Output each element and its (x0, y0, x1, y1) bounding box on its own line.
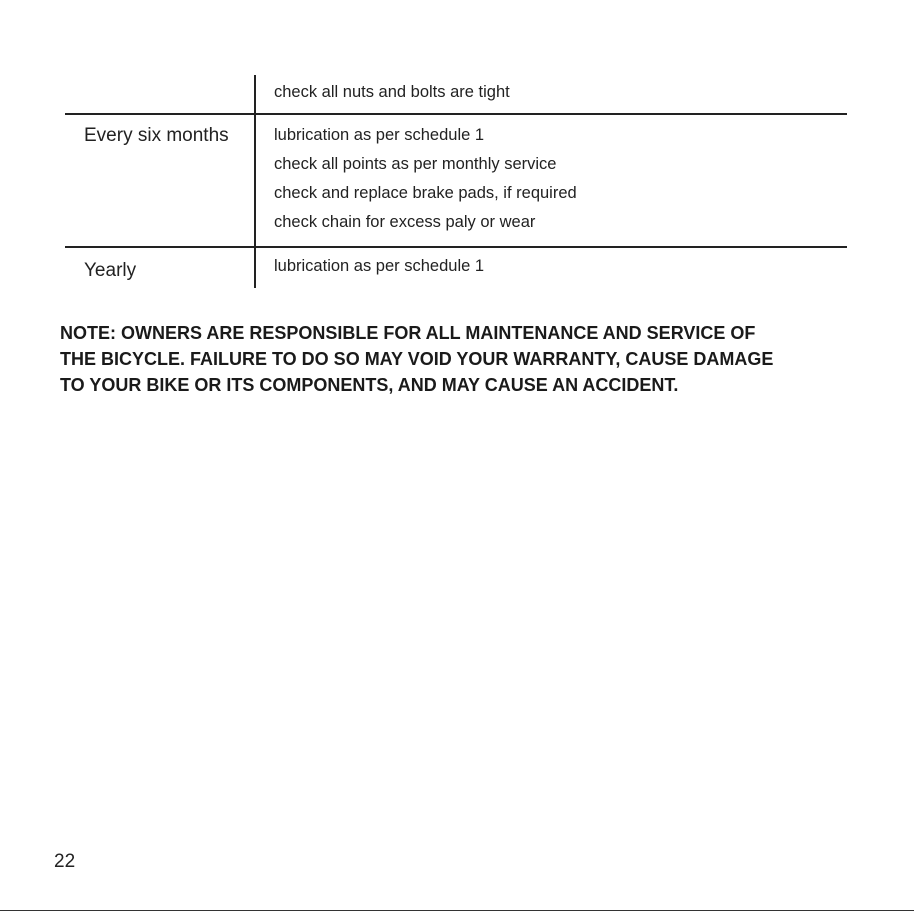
table-row (65, 115, 847, 248)
warranty-note (60, 320, 850, 398)
task-item: lubrication as per schedule 1 (274, 126, 485, 144)
task-list (256, 115, 847, 246)
note-line: THE BICYCLE. FAILURE TO DO SO MAY VOID YOUR WARRANTY, CAUSE DAMAGE (60, 349, 774, 369)
note-line: NOTE: OWNERS ARE RESPONSIBLE FOR ALL MAINTENANCE AND SERVICE OF (60, 323, 756, 343)
page-bottom-rule (0, 910, 914, 911)
task-list (256, 75, 847, 113)
interval-label: Yearly (65, 248, 256, 288)
maintenance-schedule-table (65, 75, 847, 288)
task-item: check all points as per monthly service (274, 155, 557, 173)
task-item: check chain for excess paly or wear (274, 213, 536, 231)
note-line: TO YOUR BIKE OR ITS COMPONENTS, AND MAY CAUSE AN ACCIDENT. (60, 375, 679, 395)
table-row (65, 248, 847, 288)
task-item: lubrication as per schedule 1 (274, 257, 485, 275)
interval-label (65, 75, 256, 113)
table-row (65, 75, 847, 115)
interval-label: Every six months (65, 115, 256, 246)
page-number: 22 (54, 851, 76, 872)
task-item: check all nuts and bolts are tight (274, 83, 510, 101)
task-list (256, 248, 847, 288)
task-item: check and replace brake pads, if required (274, 184, 577, 202)
